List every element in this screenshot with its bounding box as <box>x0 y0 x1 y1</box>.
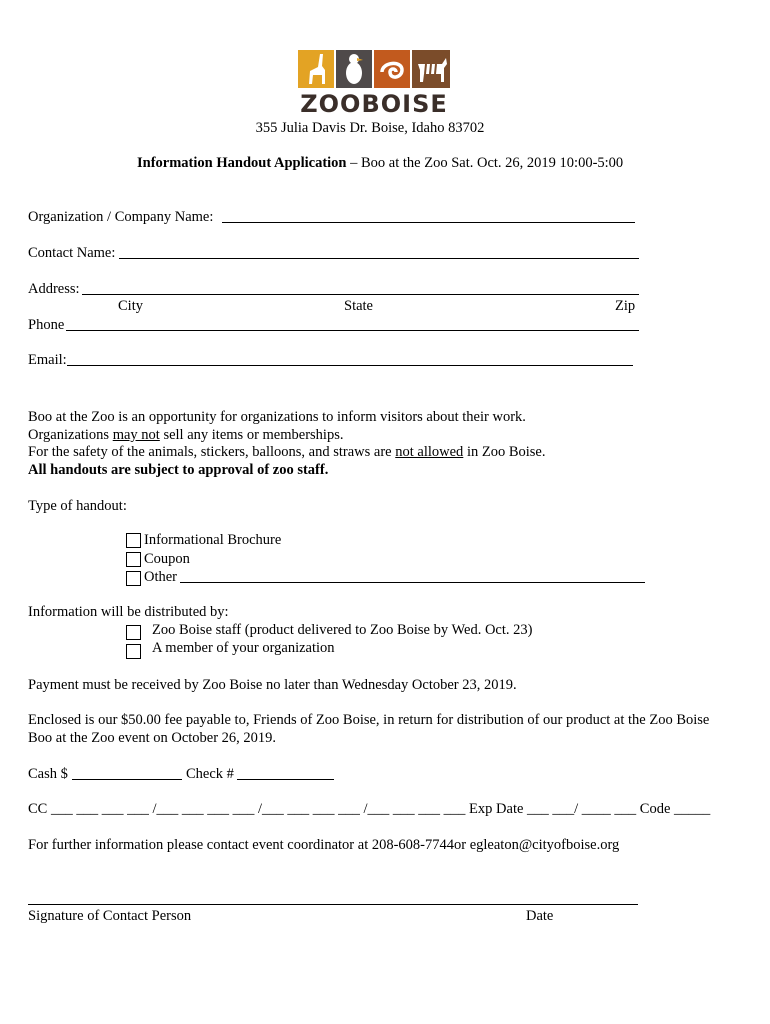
zip-label: Zip <box>615 298 636 314</box>
info-line-4: All handouts are subject to approval of zoo staff. <box>28 462 329 478</box>
zebra-tile-icon <box>412 50 450 88</box>
signature-label: Signature of Contact Person <box>28 908 192 924</box>
member-checkbox[interactable] <box>126 644 141 659</box>
giraffe-tile-icon <box>298 50 334 88</box>
coupon-option-label: Coupon <box>144 551 190 567</box>
brochure-option-label: Informational Brochure <box>144 532 282 548</box>
zoo-staff-option-label: Zoo Boise staff (product delivered to Zoo Boise by Wed. Oct. 23) <box>152 622 533 638</box>
title-bold: Information Handout Application <box>137 155 347 171</box>
email-label: Email: <box>28 352 67 368</box>
brochure-checkbox[interactable] <box>126 533 141 548</box>
info-line-3-underline: not allowed <box>395 444 464 460</box>
org-label: Organization / Company Name: <box>28 209 214 225</box>
logo-wordmark: ZOOBOISE <box>300 90 448 118</box>
other-checkbox[interactable] <box>126 571 141 586</box>
enclosed-line-1: Enclosed is our $50.00 fee payable to, Friends of Zoo Boise, in return for distribution of our product at the Zoo Boise <box>28 712 710 728</box>
credit-card-line[interactable]: CC ___ ___ ___ ___ /___ ___ ___ ___ /___ ___ ___ ___ /___ ___ ___ ___ Exp Date ___ ___/ ____ ___ Code _____ <box>28 801 711 817</box>
other-option-label: Other <box>144 569 178 585</box>
info-line-2-underline: may not <box>112 427 160 443</box>
contact-label: Contact Name: <box>28 245 116 261</box>
org-name-field[interactable] <box>222 222 635 223</box>
other-field[interactable] <box>180 582 645 583</box>
coordinator-contact: For further information please contact event coordinator at 208-608-7744or egleaton@cityofboise.org <box>28 837 620 853</box>
check-label: Check # <box>186 766 234 782</box>
info-line-3-a: For the safety of the animals, stickers, balloons, and straws are <box>28 444 396 460</box>
address-label: Address: <box>28 281 80 297</box>
contact-name-field[interactable] <box>119 258 639 259</box>
info-line-2-b: sell any items or memberships. <box>159 427 344 443</box>
phone-label: Phone <box>28 317 65 333</box>
email-field[interactable] <box>67 365 633 366</box>
penguin-tile-icon <box>336 50 372 88</box>
info-line-3 <box>28 444 545 461</box>
title-rest: – Boo at the Zoo Sat. Oct. 26, 2019 10:00-5:00 <box>346 155 624 171</box>
info-line-1: Boo at the Zoo is an opportunity for organizations to inform visitors about their work. <box>28 409 526 425</box>
zoo-address: 355 Julia Davis Dr. Boise, Idaho 83702 <box>255 120 485 136</box>
info-line-3-b: in Zoo Boise. <box>463 444 546 460</box>
date-label: Date <box>526 908 554 924</box>
member-option-label: A member of your organization <box>152 640 335 656</box>
city-label: City <box>118 298 143 314</box>
phone-field[interactable] <box>66 330 639 331</box>
page-title <box>137 155 623 172</box>
snake-tile-icon <box>374 50 410 88</box>
check-field[interactable] <box>237 779 334 780</box>
enclosed-line-2: Boo at the Zoo event on October 26, 2019. <box>28 730 277 746</box>
payment-deadline: Payment must be received by Zoo Boise no later than Wednesday October 23, 2019. <box>28 677 517 693</box>
signature-field[interactable] <box>28 904 638 905</box>
address-field[interactable] <box>82 294 639 295</box>
coupon-checkbox[interactable] <box>126 552 141 567</box>
handout-type-label: Type of handout: <box>28 498 127 514</box>
state-label: State <box>344 298 373 314</box>
cash-field[interactable] <box>72 779 182 780</box>
info-line-2-a: Organizations <box>28 427 113 443</box>
zoo-boise-logo <box>298 50 450 118</box>
info-line-2 <box>28 427 343 444</box>
zoo-staff-checkbox[interactable] <box>126 625 141 640</box>
distribution-label: Information will be distributed by: <box>28 604 229 620</box>
cash-label: Cash $ <box>28 766 68 782</box>
